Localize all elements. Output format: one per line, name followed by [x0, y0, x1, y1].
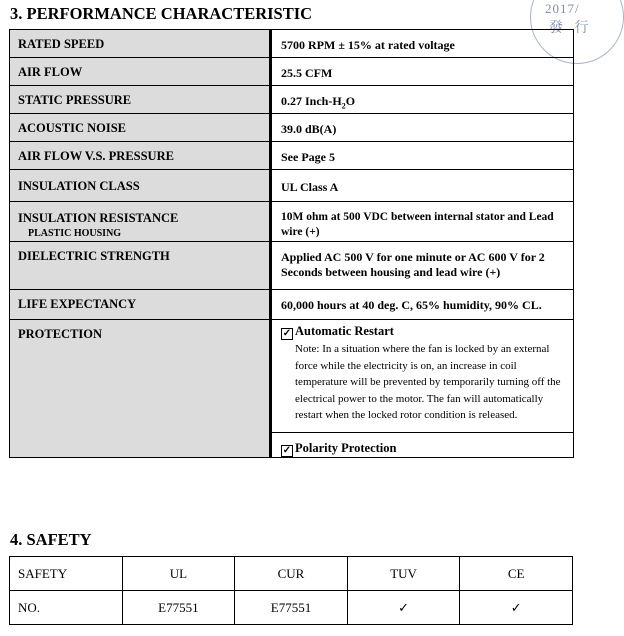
table-row: [10, 170, 574, 202]
row-label: INSULATION CLASS: [10, 170, 271, 202]
row-label: LIFE EXPECTANCY: [10, 290, 271, 320]
insulation-sublabel: PLASTIC HOUSING: [28, 228, 122, 240]
row-value: 39.0 dB(A): [271, 114, 574, 142]
row-label: DIELECTRIC STRENGTH: [10, 242, 271, 290]
performance-section-title: 3. PERFORMANCE CHARACTERISTIC: [10, 4, 313, 23]
header-cell: CE: [460, 557, 573, 591]
row-value: [271, 86, 574, 114]
pressure-value: 0.27 Inch-H: [281, 94, 342, 108]
row-label: PROTECTION: [10, 320, 271, 458]
row-value: 10M ohm at 500 VDC between internal stator and Lead wire (+): [271, 202, 574, 242]
stamp-text: 發 行: [549, 21, 593, 36]
row-label: STATIC PRESSURE: [10, 86, 271, 114]
table-row: [10, 591, 573, 625]
pressure-unit-tail: O: [345, 94, 356, 108]
header-cell: SAFETY: [10, 557, 123, 591]
row-cell: NO.: [10, 591, 123, 625]
header-cell: TUV: [347, 557, 460, 591]
row-value: See Page 5: [271, 142, 574, 170]
table-row: [10, 142, 574, 170]
polarity-protection-label: Polarity Protection: [295, 440, 397, 455]
checkbox-checked-icon: ✓: [282, 444, 292, 456]
stamp-date: 2017/: [545, 1, 580, 16]
row-value: [271, 320, 574, 458]
row-label: AIR FLOW V.S. PRESSURE: [10, 142, 271, 170]
safety-section-title: 4. SAFETY: [10, 530, 92, 549]
table-header-row: [10, 557, 573, 591]
performance-table: [9, 29, 574, 458]
check-mark-icon: ✓: [460, 591, 573, 625]
table-row: [10, 58, 574, 86]
check-mark-icon: ✓: [347, 591, 460, 625]
checkbox-checked-icon: ✓: [282, 328, 292, 340]
row-value: 5700 RPM ± 15% at rated voltage: [271, 30, 574, 58]
row-label: ACOUSTIC NOISE: [10, 114, 271, 142]
row-cell: E77551: [235, 591, 348, 625]
automatic-restart-option: [281, 324, 567, 340]
pressure-subscript: 2: [341, 101, 346, 111]
table-row: [10, 86, 574, 114]
table-row: [10, 202, 574, 242]
row-label: [10, 202, 271, 242]
row-value: 25.5 CFM: [271, 58, 574, 86]
protection-note: Note: In a situation where the fan is locked by an external force while the electricity is on, an increase in coil temperature will be prevented by temporarily turning off the electrical power to the motor. The fan will automatically restart when the locked rotor condition is released.: [295, 343, 561, 422]
row-value: Applied AC 500 V for one minute or AC 600 V for 2 Seconds between housing and lead wire (+): [271, 242, 574, 290]
row-value: UL Class A: [271, 170, 574, 202]
table-row: [10, 242, 574, 290]
row-label: AIR FLOW: [10, 58, 271, 86]
automatic-restart-label: Automatic Restart: [295, 324, 394, 339]
row-label: RATED SPEED: [10, 30, 271, 58]
row-cell: E77551: [122, 591, 235, 625]
safety-table: [9, 556, 573, 625]
header-cell: CUR: [235, 557, 348, 591]
table-row: [10, 30, 574, 58]
table-row: [10, 114, 574, 142]
header-cell: UL: [122, 557, 235, 591]
polarity-protection-option: [281, 433, 567, 457]
row-value: 60,000 hours at 40 deg. C, 65% humidity, 90% CL.: [271, 290, 574, 320]
insulation-label: INSULATION RESISTANCE: [18, 211, 179, 226]
table-row: [10, 290, 574, 320]
table-row: [10, 320, 574, 458]
